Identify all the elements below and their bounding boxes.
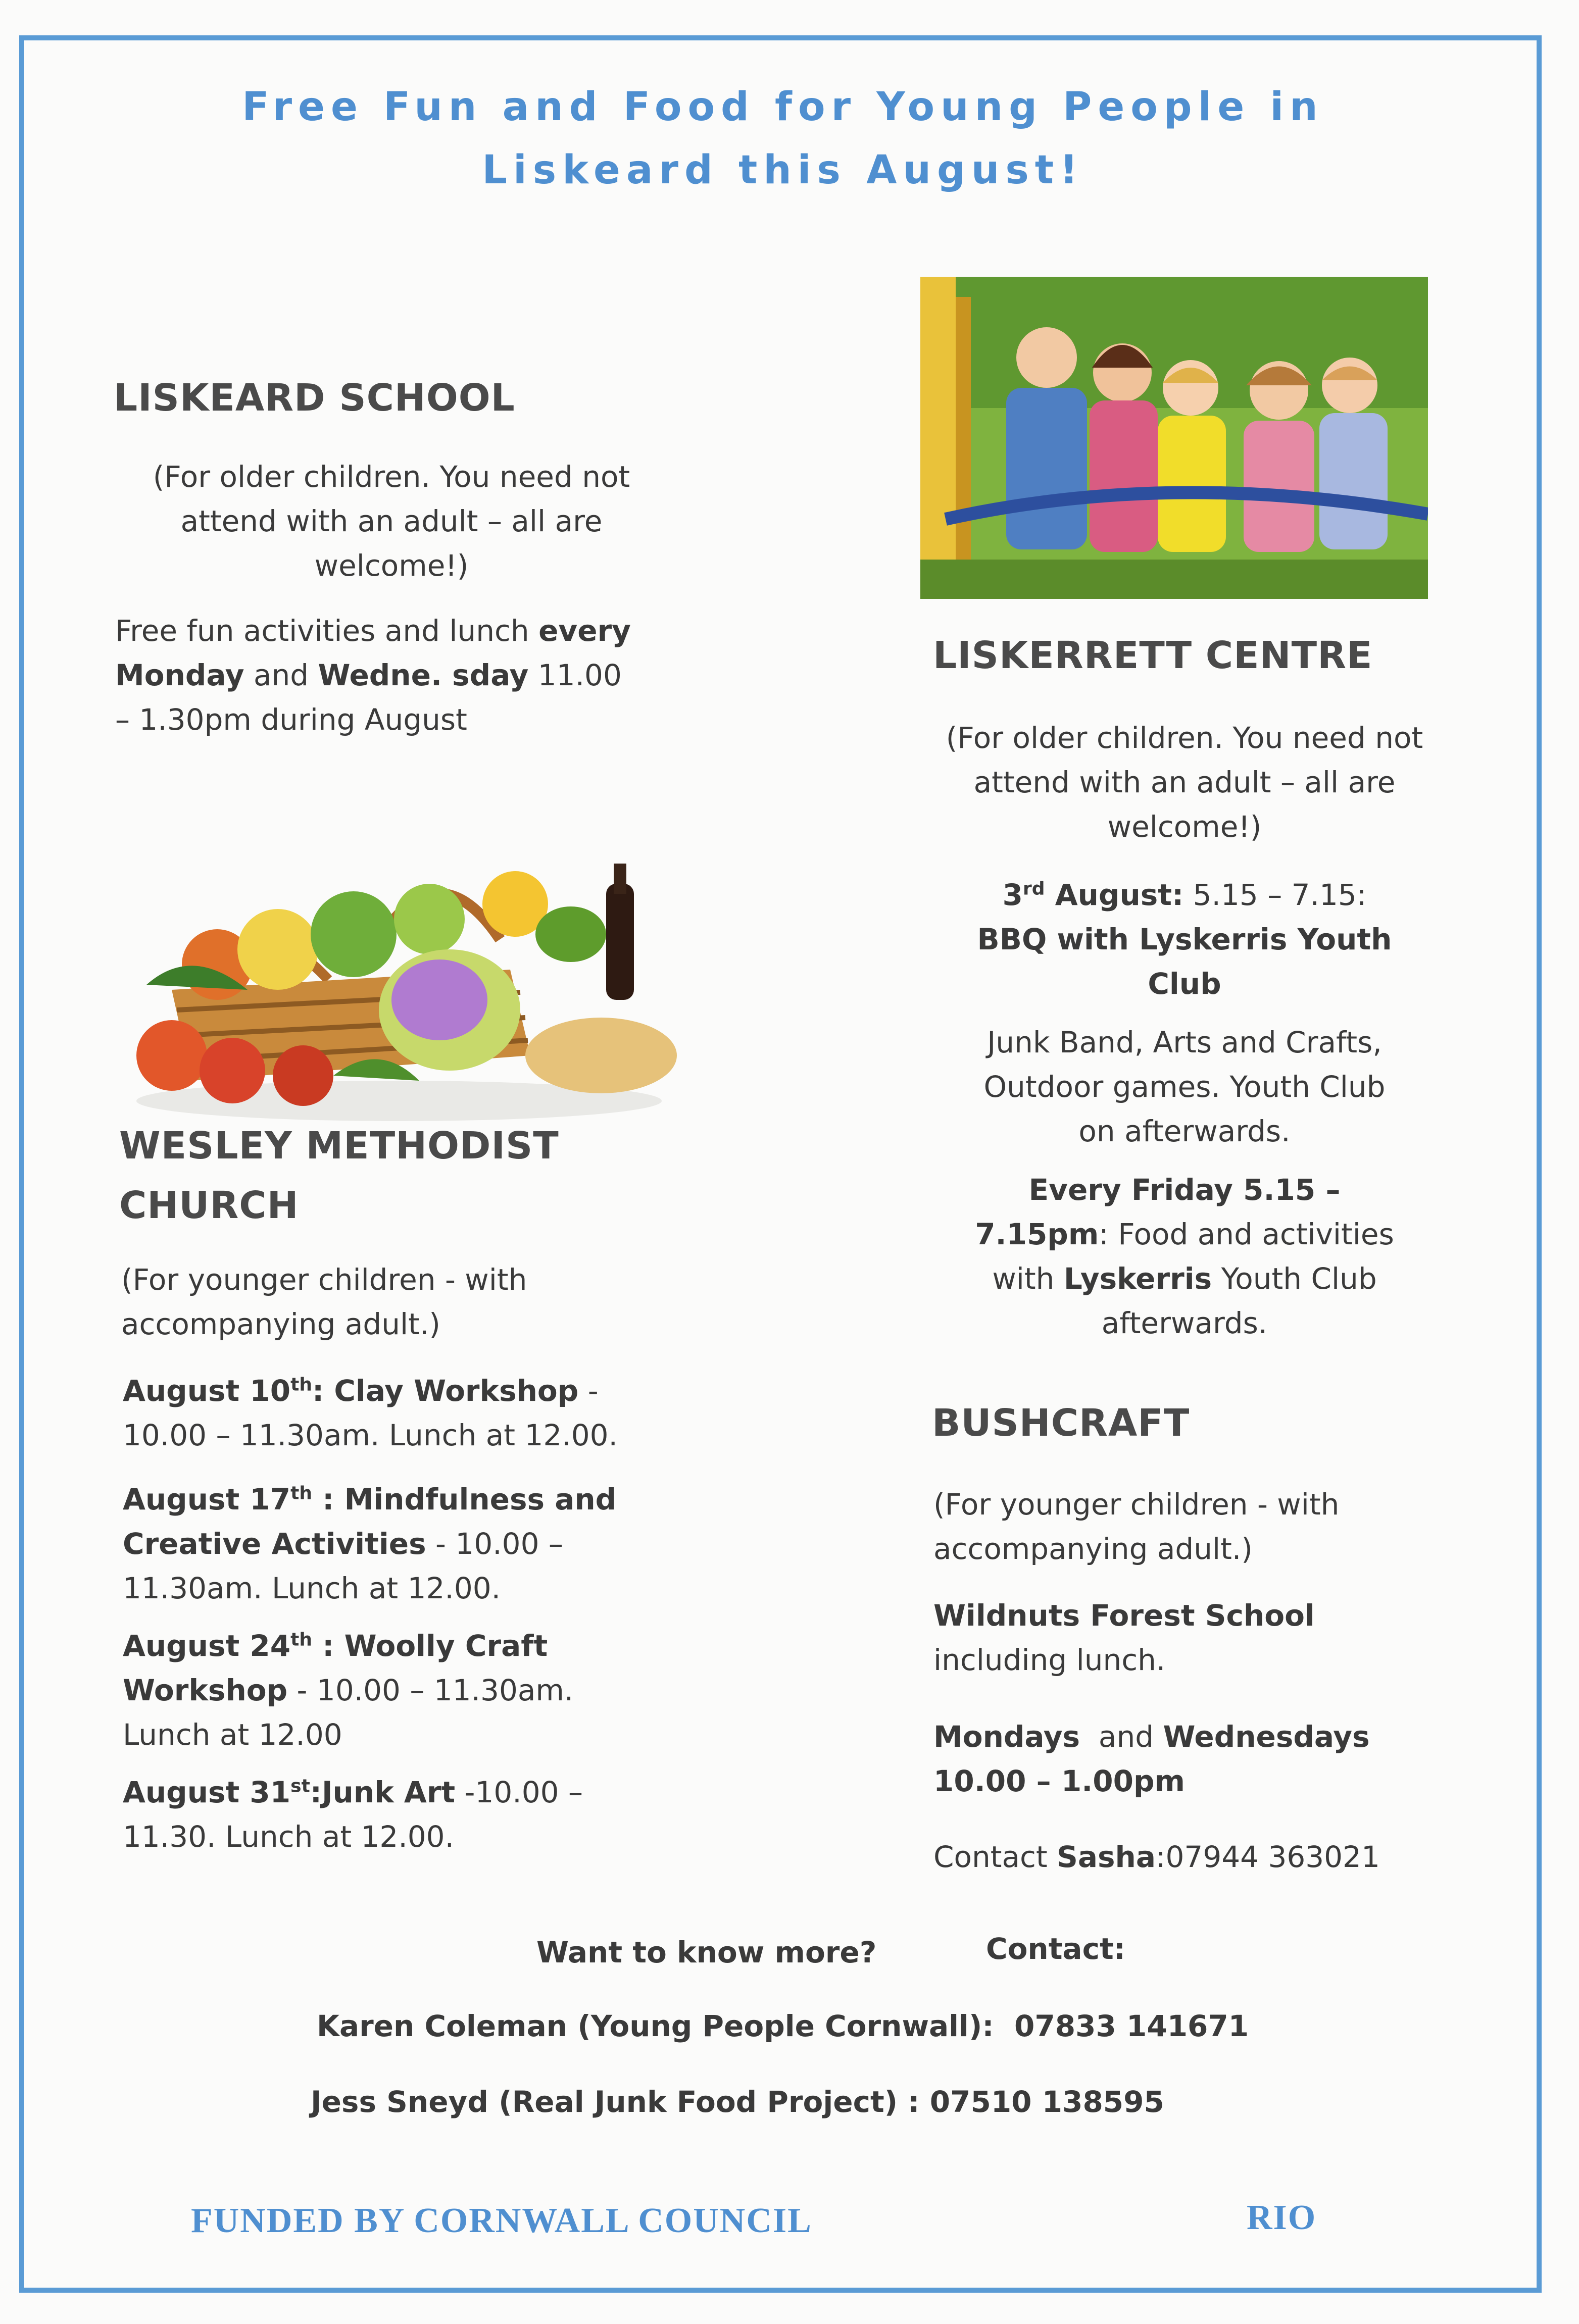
contact-karen: Karen Coleman (Young People Cornwall): 07833 141671 bbox=[317, 2009, 1249, 2043]
note-line: attend with an adult – all are bbox=[180, 504, 603, 538]
children-photo bbox=[920, 277, 1428, 599]
desc-text: 11.00 bbox=[528, 658, 622, 692]
bbq-time: 5.15 – 7.15: bbox=[1183, 878, 1367, 912]
vegetable-basket-image bbox=[116, 818, 682, 1121]
activities-line: Outdoor games. Youth Club bbox=[983, 1070, 1386, 1104]
friday-text: Youth Club bbox=[1212, 1261, 1377, 1296]
event-date-suffix: th bbox=[290, 1629, 312, 1650]
friday-text: : Food and activities bbox=[1099, 1217, 1394, 1251]
event-title: : Clay Workshop bbox=[312, 1374, 579, 1408]
schedule-day: Wednesdays bbox=[1163, 1720, 1370, 1754]
bushcraft-school bbox=[933, 1593, 1540, 1682]
desc-text: and bbox=[244, 658, 318, 692]
note-line: (For older children. You need not bbox=[946, 721, 1423, 755]
rio-label: RIO bbox=[1247, 2198, 1317, 2237]
title-line-2: Liskeard this August! bbox=[482, 147, 1084, 193]
bushcraft-note bbox=[933, 1482, 1540, 1571]
event-text: -10.00 – bbox=[455, 1775, 583, 1809]
note-line: welcome!) bbox=[314, 548, 469, 583]
event-date-suffix: th bbox=[290, 1374, 312, 1395]
event-date: August 31 bbox=[123, 1775, 291, 1809]
note-line: attend with an adult – all are bbox=[973, 765, 1396, 799]
bbq-date: 3 bbox=[1002, 878, 1023, 912]
bushcraft-heading: BUSHCRAFT bbox=[932, 1401, 1190, 1445]
note-line: accompanying adult.) bbox=[933, 1532, 1253, 1566]
bbq-title: BBQ with Lyskerris Youth bbox=[977, 922, 1392, 956]
friday-time: 7.15pm bbox=[975, 1217, 1099, 1251]
desc-bold: Monday bbox=[115, 658, 244, 692]
event-title: Creative Activities bbox=[123, 1527, 426, 1561]
bbq-title: Club bbox=[1148, 967, 1221, 1001]
title-line-1: Free Fun and Food for Young People in bbox=[242, 84, 1324, 130]
wesley-event-1 bbox=[123, 1369, 779, 1457]
page-title bbox=[101, 76, 1465, 202]
note-line: accompanying adult.) bbox=[121, 1307, 440, 1341]
event-text: - 10.00 – 11.30am. bbox=[287, 1673, 574, 1707]
event-title: Workshop bbox=[123, 1673, 288, 1707]
liskerrett-friday bbox=[899, 1168, 1470, 1345]
event-date: August 17 bbox=[123, 1482, 291, 1517]
wesley-event-3 bbox=[123, 1624, 779, 1757]
wesley-event-2 bbox=[123, 1477, 779, 1610]
contact-text: Contact bbox=[933, 1840, 1057, 1874]
bbq-date-text: August: bbox=[1045, 878, 1184, 912]
activities-line: Junk Band, Arts and Crafts, bbox=[987, 1025, 1382, 1059]
contact-phone: :07944 363021 bbox=[1155, 1840, 1380, 1874]
bushcraft-schedule bbox=[933, 1714, 1540, 1803]
school-name: Wildnuts Forest School bbox=[933, 1598, 1315, 1633]
desc-text: – 1.30pm during August bbox=[115, 702, 467, 737]
activities-line: on afterwards. bbox=[1078, 1114, 1291, 1148]
school-lunch: including lunch. bbox=[933, 1643, 1166, 1677]
schedule-day: Mondays bbox=[933, 1720, 1080, 1754]
event-text: 11.30. Lunch at 12.00. bbox=[123, 1820, 455, 1854]
schedule-time: 10.00 – 1.00pm bbox=[933, 1764, 1185, 1798]
bbq-date-suffix: rd bbox=[1023, 878, 1045, 899]
wesley-note bbox=[121, 1257, 727, 1346]
friday-text: with bbox=[992, 1261, 1064, 1296]
note-line: (For older children. You need not bbox=[153, 460, 630, 494]
desc-bold: every bbox=[538, 614, 631, 648]
desc-bold: Wedne. sday bbox=[318, 658, 529, 692]
liskeard-school-description bbox=[115, 609, 721, 742]
event-text: Lunch at 12.00 bbox=[123, 1717, 342, 1752]
bushcraft-contact bbox=[933, 1835, 1540, 1879]
friday-text: afterwards. bbox=[1101, 1306, 1268, 1340]
heading-line: WESLEY METHODIST bbox=[119, 1124, 559, 1168]
event-text: 11.30am. Lunch at 12.00. bbox=[123, 1571, 501, 1605]
liskerrett-heading: LISKERRETT CENTRE bbox=[933, 634, 1373, 677]
event-title: :Junk Art bbox=[310, 1775, 456, 1809]
friday-club: Lyskerris bbox=[1063, 1261, 1212, 1296]
funded-by: FUNDED BY CORNWALL COUNCIL bbox=[191, 2201, 812, 2240]
schedule-text: and bbox=[1080, 1720, 1163, 1754]
note-line: (For younger children - with bbox=[121, 1262, 527, 1297]
liskeard-school-note bbox=[114, 454, 669, 588]
liskeard-school-heading: LISKEARD SCHOOL bbox=[114, 376, 515, 420]
liskerrett-activities bbox=[899, 1020, 1470, 1153]
wesley-event-4 bbox=[123, 1770, 779, 1859]
event-text: 10.00 – 11.30am. Lunch at 12.00. bbox=[123, 1418, 618, 1452]
event-text: - 10.00 – bbox=[426, 1527, 563, 1561]
contact-label: Contact: bbox=[986, 1932, 1125, 1966]
event-title: : Woolly Craft bbox=[312, 1629, 548, 1663]
wesley-heading bbox=[119, 1116, 559, 1235]
more-info-label: Want to know more? bbox=[536, 1935, 877, 1969]
liskerrett-note bbox=[899, 716, 1470, 849]
contact-jess: Jess Sneyd (Real Junk Food Project) : 07510 138595 bbox=[311, 2085, 1164, 2119]
event-date: August 10 bbox=[123, 1374, 291, 1408]
event-text: - bbox=[578, 1374, 599, 1408]
liskerrett-bbq bbox=[899, 873, 1470, 1006]
friday-title: Every Friday 5.15 – bbox=[1028, 1173, 1341, 1207]
event-date-suffix: st bbox=[290, 1776, 310, 1797]
note-line: welcome!) bbox=[1107, 810, 1262, 844]
heading-line: CHURCH bbox=[119, 1184, 299, 1227]
contact-name: Sasha bbox=[1057, 1840, 1156, 1874]
event-title: : Mindfulness and bbox=[312, 1482, 617, 1517]
note-line: (For younger children - with bbox=[933, 1487, 1340, 1522]
desc-text: Free fun activities and lunch bbox=[115, 614, 539, 648]
event-date: August 24 bbox=[123, 1629, 291, 1663]
event-date-suffix: th bbox=[290, 1483, 312, 1504]
